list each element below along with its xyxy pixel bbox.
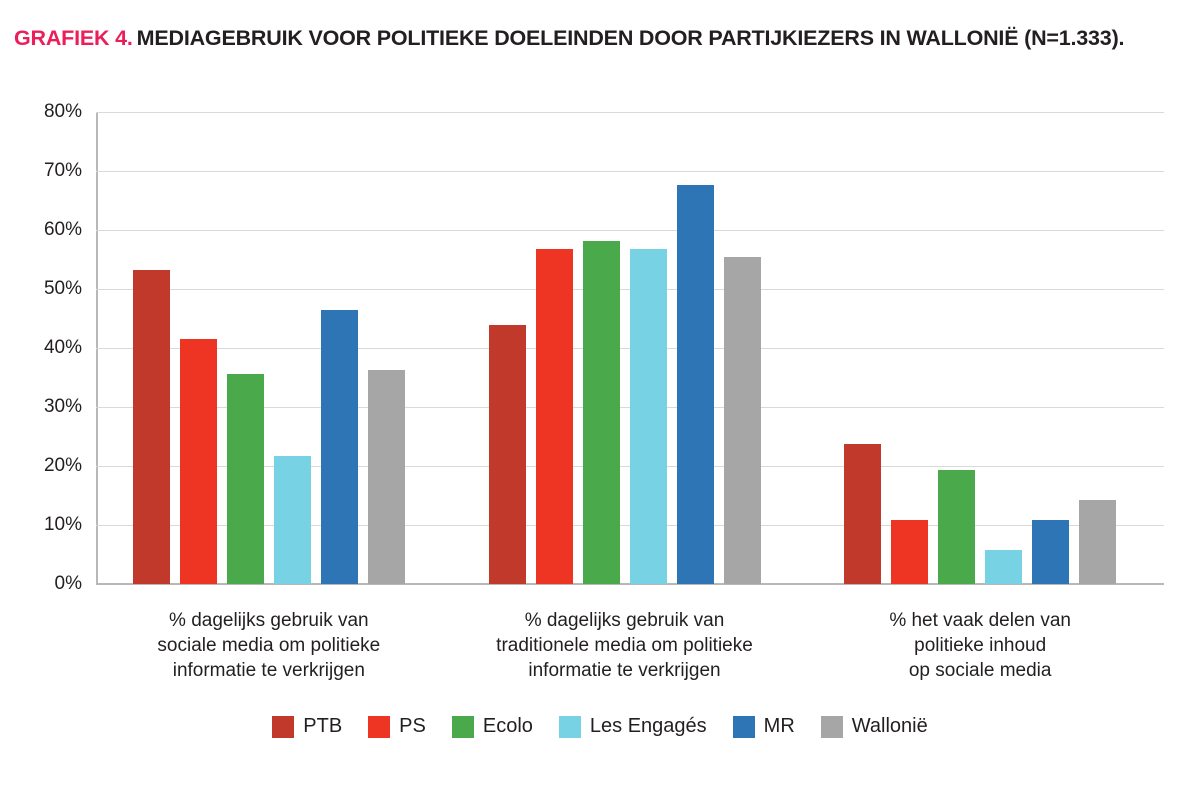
- bar-ptb-group-1: [133, 270, 170, 584]
- category-label-3: [810, 608, 1150, 683]
- bar-mr-group-2: [677, 185, 714, 584]
- page-title: [14, 26, 1184, 51]
- legend-item-wallonië[interactable]: [821, 715, 928, 738]
- plot-area: [0, 88, 1200, 608]
- legend-label: Wallonië: [851, 715, 928, 737]
- category-label-line: % dagelijks gebruik van: [524, 610, 725, 631]
- legend-label: Ecolo: [482, 715, 533, 737]
- category-label-line: informatie te verkrijgen: [528, 660, 721, 681]
- bar-mr-group-1: [321, 310, 358, 584]
- bar-wallonië-group-2: [724, 257, 761, 584]
- legend-item-ecolo[interactable]: [452, 715, 533, 738]
- title-prefix: GRAFIEK 4.: [14, 26, 133, 50]
- bar-ptb-group-2: [489, 325, 526, 584]
- legend-swatch-icon: [272, 716, 294, 738]
- legend-swatch-icon: [559, 716, 581, 738]
- bar-ptb-group-3: [844, 444, 881, 584]
- bar-wallonië-group-1: [368, 370, 405, 584]
- category-label-line: politieke inhoud: [914, 635, 1047, 656]
- y-tick-label: 80%: [43, 101, 82, 122]
- chart-legend: [0, 715, 1200, 738]
- bar-mr-group-3: [1032, 520, 1069, 584]
- legend-swatch-icon: [733, 716, 755, 738]
- legend-label: Les Engagés: [589, 715, 707, 737]
- legend-swatch-icon: [452, 716, 474, 738]
- category-label-line: % dagelijks gebruik van: [169, 610, 369, 631]
- category-label-line: informatie te verkrijgen: [172, 660, 365, 681]
- y-tick-label: 20%: [43, 455, 82, 476]
- legend-item-les-engagés[interactable]: [559, 715, 707, 738]
- bar-wallonië-group-3: [1079, 500, 1116, 584]
- legend-item-mr[interactable]: [733, 715, 795, 738]
- category-label-line: op sociale media: [908, 660, 1052, 681]
- y-tick-label: 40%: [43, 337, 82, 358]
- legend-label: PS: [399, 715, 426, 737]
- y-tick-label: 10%: [43, 514, 82, 535]
- title-main: MEDIAGEBRUIK VOOR POLITIEKE DOELEINDEN DOOR PARTIJKIEZERS IN WALLONIË (N=1.333).: [136, 26, 1125, 50]
- legend-item-ptb[interactable]: [272, 715, 342, 738]
- category-label-2: [455, 608, 795, 683]
- category-label-line: traditionele media om politieke: [496, 635, 753, 656]
- legend-item-ps[interactable]: [368, 715, 426, 738]
- category-label-1: [99, 608, 439, 683]
- bar-ps-group-2: [536, 249, 573, 584]
- bar-ps-group-1: [180, 339, 217, 584]
- bar-les-engagés-group-2: [630, 249, 667, 584]
- y-tick-label: 50%: [43, 278, 82, 299]
- bar-ecolo-group-2: [583, 241, 620, 584]
- legend-label: PTB: [303, 715, 343, 737]
- y-tick-label: 30%: [43, 396, 82, 417]
- category-label-line: sociale media om politieke: [157, 635, 381, 656]
- y-tick-label: 0%: [54, 573, 82, 594]
- y-tick-label: 70%: [43, 160, 82, 181]
- legend-swatch-icon: [368, 716, 390, 738]
- bar-les-engagés-group-1: [274, 456, 311, 584]
- legend-label: MR: [763, 715, 795, 737]
- y-tick-label: 60%: [43, 219, 82, 240]
- bar-ps-group-3: [891, 520, 928, 584]
- bar-ecolo-group-3: [938, 470, 975, 584]
- category-labels: [0, 608, 1200, 708]
- bar-ecolo-group-1: [227, 374, 264, 584]
- bar-les-engagés-group-3: [985, 550, 1022, 584]
- category-label-line: % het vaak delen van: [889, 610, 1071, 631]
- bars-layer: [0, 88, 1200, 608]
- legend-swatch-icon: [821, 716, 843, 738]
